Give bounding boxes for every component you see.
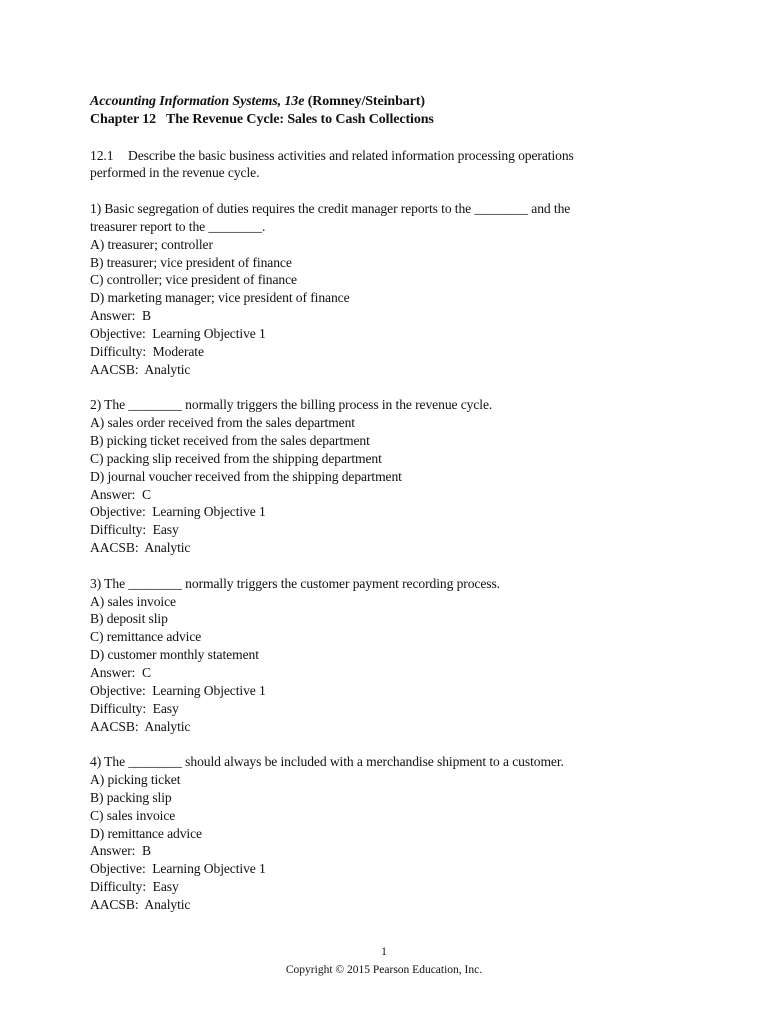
answer-option-c: C) packing slip received from the shipping department (90, 450, 382, 466)
answer-option-a: A) sales order received from the sales department (90, 415, 355, 431)
answer-option-a: A) picking ticket (90, 772, 181, 788)
chapter-heading: Chapter 12 The Revenue Cycle: Sales to Cash Collections (90, 111, 434, 127)
answer-option-d: D) journal voucher received from the shipping department (90, 468, 402, 484)
answer-option-c: C) sales invoice (90, 807, 176, 823)
question-stem-line: treasurer report to the ________. (90, 218, 266, 234)
answer-option-d: D) customer monthly statement (90, 647, 259, 663)
section-text-line-1: Describe the basic business activities and related information processing operations (128, 147, 574, 163)
copyright-notice: Copyright © 2015 Pearson Education, Inc. (285, 964, 483, 976)
section-description (90, 147, 690, 183)
document-page (90, 93, 690, 914)
question-3 (90, 575, 690, 736)
question-stem-line: 1) Basic segregation of duties requires the credit manager reports to the ________ and the (90, 201, 571, 217)
question-stem-line: 2) The ________ normally triggers the billing process in the revenue cycle. (90, 397, 493, 413)
answer-option-b: B) treasurer; vice president of finance (90, 254, 292, 270)
answer-option-c: C) remittance advice (90, 629, 202, 645)
answer-option-b: B) deposit slip (90, 611, 168, 627)
book-heading (90, 93, 690, 111)
objective: Objective: Learning Objective 1 (90, 682, 266, 698)
question-4 (90, 753, 690, 914)
section-text-line-2: performed in the revenue cycle. (90, 165, 260, 181)
answer-option-a: A) sales invoice (90, 593, 176, 609)
question-1 (90, 200, 690, 378)
question-2 (90, 396, 690, 557)
answer-option-a: A) treasurer; controller (90, 236, 213, 252)
answer-key: Answer: B (90, 843, 151, 859)
aacsb: AACSB: Analytic (90, 361, 191, 377)
difficulty: Difficulty: Easy (90, 700, 179, 716)
difficulty: Difficulty: Moderate (90, 343, 204, 359)
book-authors: (Romney/Steinbart) (304, 94, 425, 109)
objective: Objective: Learning Objective 1 (90, 325, 266, 341)
answer-option-c: C) controller; vice president of finance (90, 272, 297, 288)
question-stem-line: 3) The ________ normally triggers the customer payment recording process. (90, 575, 500, 591)
section-number: 12.1 (90, 147, 114, 163)
answer-key: Answer: C (90, 486, 151, 502)
aacsb: AACSB: Analytic (90, 718, 191, 734)
objective: Objective: Learning Objective 1 (90, 861, 266, 877)
question-stem-line: 4) The ________ should always be included with a merchandise shipment to a customer. (90, 754, 564, 770)
page-number: 1 (381, 946, 387, 958)
aacsb: AACSB: Analytic (90, 540, 191, 556)
book-title: Accounting Information Systems, 13e (90, 94, 305, 109)
answer-option-b: B) picking ticket received from the sales department (90, 433, 370, 449)
answer-key: Answer: C (90, 665, 151, 680)
answer-key: Answer: B (90, 308, 151, 324)
objective: Objective: Learning Objective 1 (90, 504, 266, 520)
difficulty: Difficulty: Easy (90, 522, 179, 538)
difficulty: Difficulty: Easy (90, 879, 179, 895)
aacsb: AACSB: Analytic (90, 896, 191, 912)
answer-option-d: D) marketing manager; vice president of finance (90, 290, 350, 306)
answer-option-b: B) packing slip (90, 789, 172, 805)
answer-option-d: D) remittance advice (90, 825, 202, 841)
